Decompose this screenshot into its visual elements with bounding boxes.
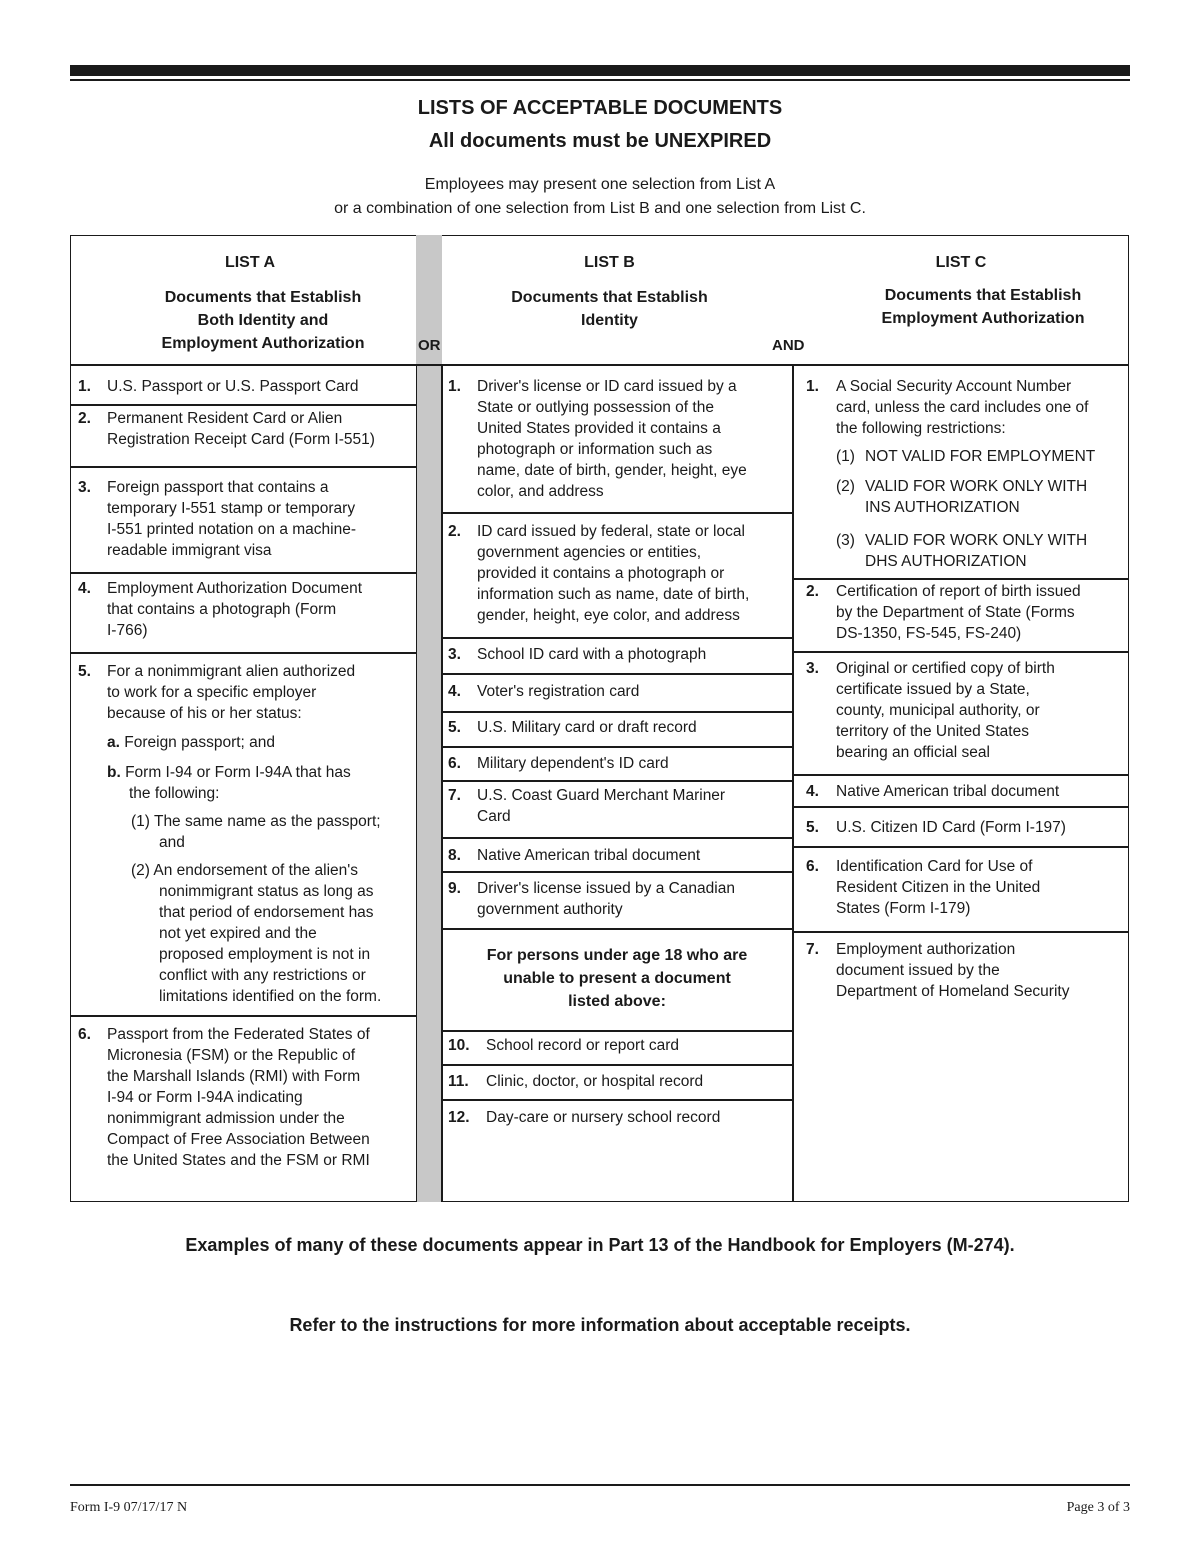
list-a-divider xyxy=(70,404,416,406)
page-subtitle: All documents must be UNEXPIRED xyxy=(428,130,772,152)
list-c-restriction-2: (2) VALID FOR WORK ONLY WITH INS AUTHORIZATION xyxy=(836,478,1088,516)
list-a-item-5b2: (2) An endorsement of the alien's nonimmigrant status as long as that period of endorsement has not yet expired and the proposed employment is not in conflict with any restrictions or limitations identified on the form. xyxy=(131,862,382,1005)
list-b-description: Documents that Establish Identity xyxy=(511,289,708,329)
top-rule-thin xyxy=(70,79,1130,81)
list-a-item-5a: a. Foreign passport; and xyxy=(107,734,276,751)
list-b-divider xyxy=(442,673,793,675)
table-header-divider xyxy=(70,364,1129,366)
list-c-divider xyxy=(792,365,794,1202)
list-b-divider xyxy=(442,512,793,514)
list-b-divider xyxy=(442,711,793,713)
list-c-divider xyxy=(793,806,1129,808)
list-b-divider xyxy=(442,1099,793,1101)
list-c-divider xyxy=(793,651,1129,653)
list-b-label: LIST B xyxy=(584,254,635,271)
form-identifier: Form I-9 07/17/17 N xyxy=(70,1500,188,1515)
list-b-divider xyxy=(442,637,793,639)
list-c-divider xyxy=(793,774,1129,776)
list-b-divider xyxy=(442,928,793,930)
list-c-divider xyxy=(793,846,1129,848)
list-c-divider xyxy=(793,931,1129,933)
footer-rule xyxy=(70,1484,1130,1486)
examples-note: Examples of many of these documents appear in Part 13 of the Handbook for Employers (M-274). xyxy=(185,1235,1015,1255)
or-divider-strip xyxy=(416,235,442,1202)
list-a-divider xyxy=(70,466,416,468)
list-a-description: Documents that Establish Both Identity and Employment Authorization xyxy=(161,289,365,352)
list-b-divider xyxy=(442,746,793,748)
list-b-minor-heading: For persons under age 18 who are unable to present a document listed above: xyxy=(486,947,748,1010)
and-label: AND xyxy=(772,337,805,354)
list-c-divider xyxy=(793,578,1129,580)
list-a-divider xyxy=(70,652,416,654)
top-rule-thick xyxy=(70,65,1130,76)
or-strip-border-right xyxy=(441,365,443,1202)
or-label: OR xyxy=(418,337,441,354)
list-a-item-5b1: (1) The same name as the passport; and xyxy=(131,813,381,851)
intro-line-1: Employees may present one selection from List A xyxy=(424,176,776,193)
list-c-restriction-1: (1) NOT VALID FOR EMPLOYMENT xyxy=(836,448,1096,465)
page-number: Page 3 of 3 xyxy=(1066,1500,1130,1515)
list-b-divider xyxy=(442,1030,793,1032)
receipts-note: Refer to the instructions for more information about acceptable receipts. xyxy=(289,1315,911,1335)
list-a-divider xyxy=(70,1015,416,1017)
page-title: LISTS OF ACCEPTABLE DOCUMENTS xyxy=(417,97,783,119)
list-b-divider xyxy=(442,1064,793,1066)
list-c-restriction-3: (3) VALID FOR WORK ONLY WITH DHS AUTHORIZATION xyxy=(836,532,1088,570)
list-a-label: LIST A xyxy=(224,254,276,271)
list-b-divider xyxy=(442,837,793,839)
list-a-item-5b: b. Form I-94 or Form I-94A that has the following: xyxy=(107,764,351,802)
list-b-divider xyxy=(442,780,793,782)
list-a-divider xyxy=(70,572,416,574)
intro-line-2: or a combination of one selection from List B and one selection from List C. xyxy=(334,200,866,217)
list-b-divider xyxy=(442,871,793,873)
list-c-description: Documents that Establish Employment Authorization xyxy=(881,287,1085,327)
list-c-label: LIST C xyxy=(935,254,987,271)
